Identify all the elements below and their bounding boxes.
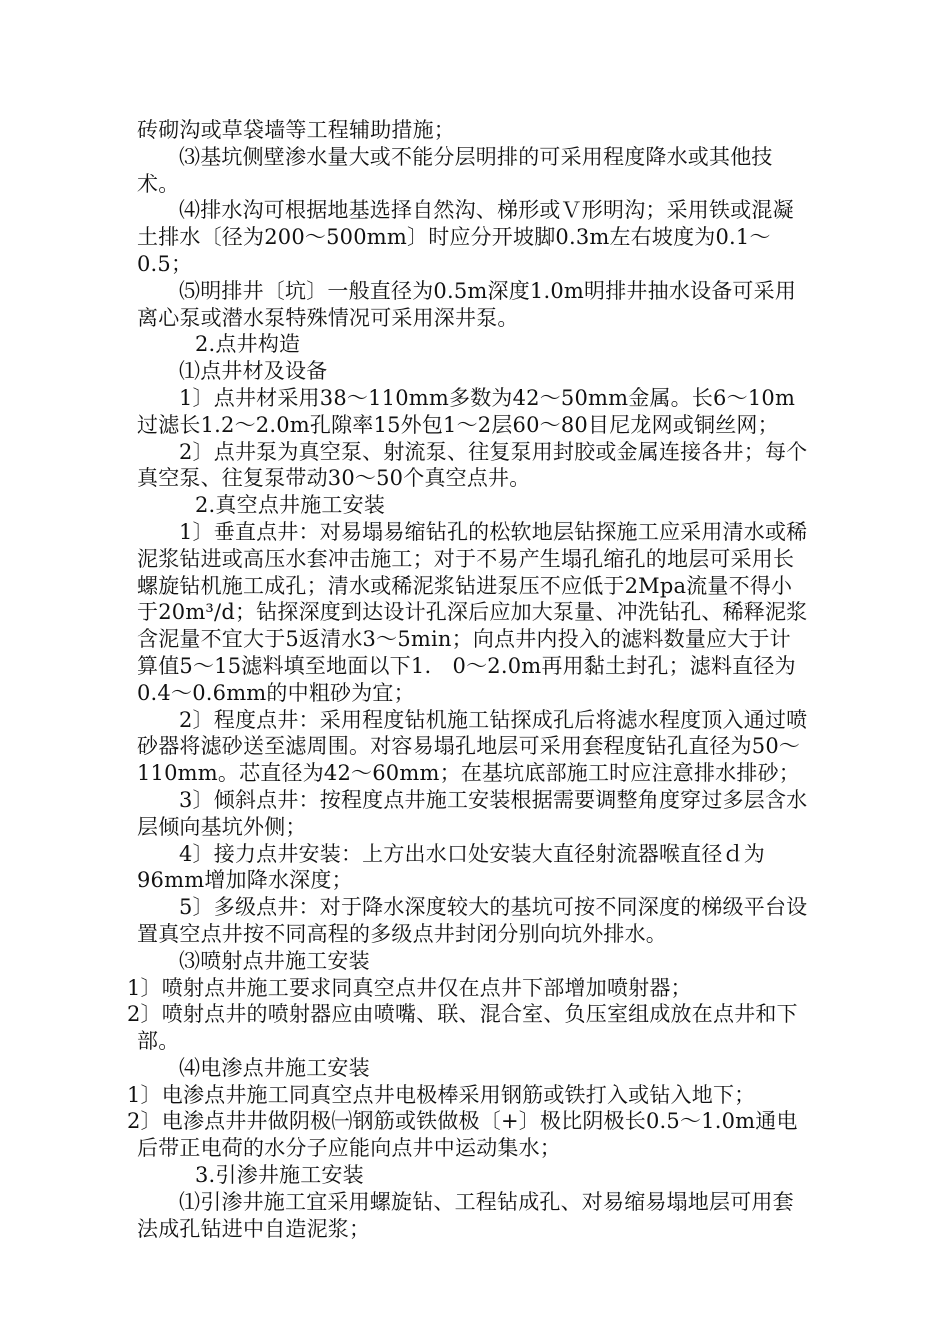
list-item: ⑴引渗井施工宜采用螺旋钻、工程钻成孔、对易缩易塌地层可用套法成孔钻进中自造泥浆； <box>137 1189 794 1241</box>
list-item: 3〕倾斜点井：按程度点井施工安装根据需要调整角度穿过多层含水层倾向基坑外侧； <box>137 787 808 839</box>
section-heading: 2.真空点井施工安装 <box>195 493 386 518</box>
list-item: 2〕电渗点井井做阴极㈠钢筋或铁做极〔+〕极比阴极长0.5～1.0m通电后带正电荷的水分子应能向点井中运动集水； <box>127 1109 798 1161</box>
paragraph: 砖砌沟或草袋墙等工程辅助措施； <box>137 118 455 142</box>
list-item: 1〕点井材采用38～110mm多数为42～50mm金属。长6～10m过滤长1.2～2.0m孔隙率15外包1～2层60～80目尼龙网或铜丝网； <box>137 385 796 437</box>
subsection-heading: ⑷电渗点井施工安装 <box>179 1055 370 1080</box>
paragraph: ⑷排水沟可根据地基选择自然沟、梯形或Ｖ形明沟；采用铁或混凝土排水〔径为200～500mm〕时应分开坡脚0.3m左右坡度为0.1～0.5； <box>137 198 794 276</box>
list-item: 4〕接力点井安装：上方出水口处安装大直径射流器喉直径ｄ为96mm增加降水深度； <box>137 841 765 893</box>
list-item: 2〕程度点井：采用程度钻机施工钻探成孔后将滤水程度顶入通过喷砂器将滤砂送至滤周围。对容易塌孔地层可采用套程度钻孔直径为50～110mm。芯直径为42～60mm；在基坑底部施工时应注意排水排砂； <box>137 707 808 786</box>
list-item: 5〕多级点井：对于降水深度较大的基坑可按不同深度的梯级平台设置真空点井按不同高程的多级点井封闭分别向坑外排水。 <box>137 895 808 946</box>
list-item: 1〕垂直点井：对易塌易缩钻孔的松软地层钻探施工应采用清水或稀泥浆钻进或高压水套冲击施工；对于不易产生塌孔缩孔的地层可采用长螺旋钻机施工成孔；清水或稀泥浆钻进泵压不应低于2Mpa流量不得小于20m³/d；钻探深度到达设计孔深后应加大泵量、冲洗钻孔、稀释泥浆含泥量不宜大于5返清水3～5min；向点井内投入的滤料数量应大于计算值5～15滤料填至地面以下1. 0～2.0m再用黏土封孔；滤料直径为0.4～0.6mm的中粗砂为宜； <box>137 519 808 705</box>
section-heading: 3.引渗井施工安装 <box>195 1163 364 1188</box>
list-item: 1〕喷射点井施工要求同真空点井仅在点井下部增加喷射器； <box>127 975 692 1000</box>
subsection-heading: ⑴点井材及设备 <box>179 359 328 384</box>
paragraph: ⑶基坑侧壁渗水量大或不能分层明排的可采用程度降水或其他技术。 <box>137 144 773 196</box>
paragraph: ⑸明排井〔坑〕一般直径为0.5m深度1.0m明排井抽水设备可采用离心泵或潜水泵特殊情况可采用深井泵。 <box>137 278 797 330</box>
list-item: 1〕电渗点井施工同真空点井电极棒采用钢筋或铁打入或钻入地下； <box>127 1082 756 1107</box>
section-heading: 2.点井构造 <box>195 332 301 357</box>
document-body <box>127 117 812 1242</box>
subsection-heading: ⑶喷射点井施工安装 <box>179 948 370 973</box>
list-item: 2〕点井泵为真空泵、射流泵、往复泵用封胶或金属连接各井；每个真空泵、往复泵带动30～50个真空点井。 <box>137 439 808 491</box>
list-item: 2〕喷射点井的喷射器应由喷嘴、联、混合室、负压室组成放在点井和下部。 <box>127 1002 798 1054</box>
